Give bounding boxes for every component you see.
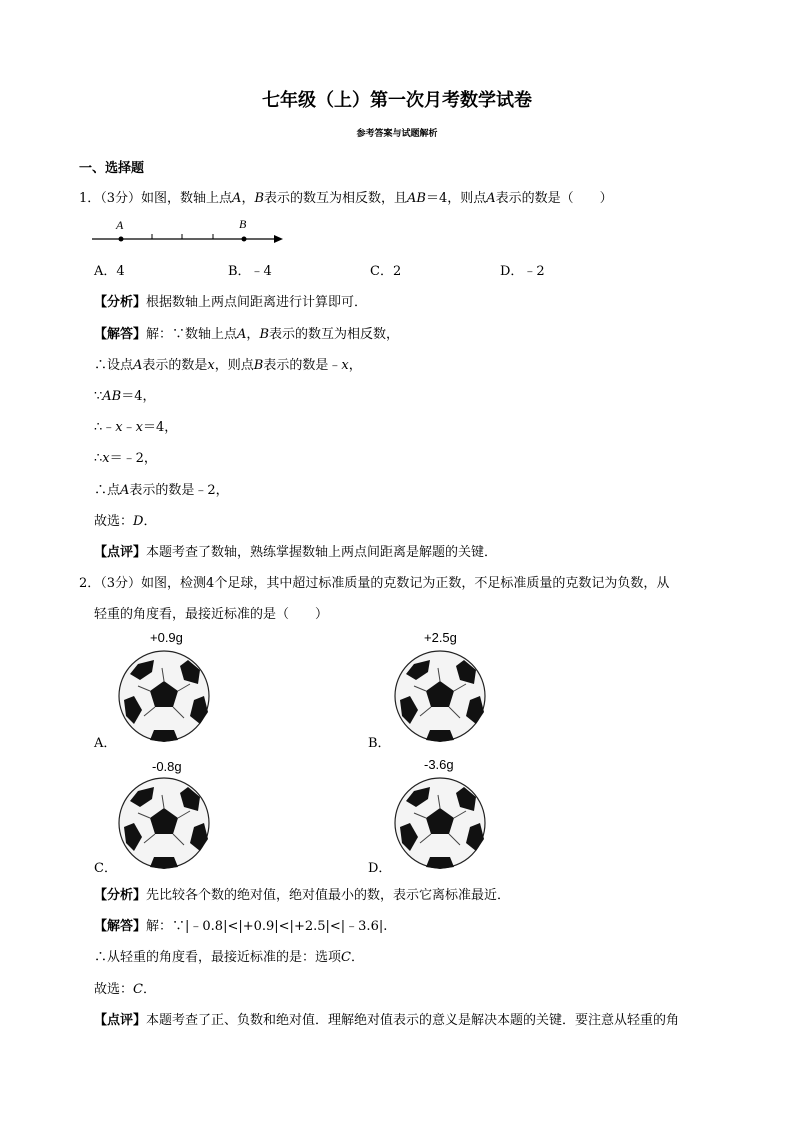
q2-comment: 【点评】本题考查了正、负数和绝对值．理解绝对值表示的意义是解决本题的关键．要注意从轻重的角 bbox=[94, 1013, 680, 1028]
q1-answer-line3: ∵AB＝4， bbox=[94, 389, 156, 404]
q1-option-a: A．4 bbox=[94, 264, 125, 279]
q1-option-b: B．﹣4 bbox=[228, 264, 272, 279]
ball-b-image bbox=[394, 650, 488, 744]
q1-answer-line1: 【解答】解：∵数轴上点A，B表示的数互为相反数， bbox=[94, 327, 400, 342]
ball-a-image bbox=[118, 650, 212, 744]
q2-stem-line1: 2．（3分）如图，检测4个足球，其中超过标准质量的克数记为正数，不足标准质量的克数记为负数，从 bbox=[79, 576, 670, 591]
ball-d-image bbox=[394, 777, 488, 871]
ball-d-weight: -3.6g bbox=[424, 757, 454, 772]
q1-option-d: D．﹣2 bbox=[500, 264, 545, 279]
q1-answer-line6: ∴点A表示的数是﹣2， bbox=[94, 483, 229, 498]
ball-a-weight: +0.9g bbox=[150, 630, 183, 645]
ball-d-letter: D． bbox=[368, 861, 392, 876]
ball-c-image bbox=[118, 777, 212, 871]
ball-b-letter: B． bbox=[368, 736, 391, 751]
q2-answer-line1: 【解答】解：∵|﹣0.8|<|+0.9|<|+2.5|<|﹣3.6|. bbox=[94, 919, 388, 934]
q1-choice: 故选：D． bbox=[94, 514, 157, 529]
q1-comment: 【点评】本题考查了数轴，熟练掌握数轴上两点间距离是解题的关键． bbox=[94, 545, 498, 560]
q1-answer-line4: ∴﹣x﹣x＝4， bbox=[94, 420, 178, 435]
q1-stem: 1．（3分）如图，数轴上点A，B表示的数互为相反数，且AB＝4，则点A表示的数是（ ） bbox=[79, 191, 613, 206]
ball-a-letter: A． bbox=[94, 736, 117, 751]
q1-option-c: C．2 bbox=[370, 264, 402, 279]
point-a bbox=[119, 237, 124, 242]
q2-stem-line2: 轻重的角度看，最接近标准的是（ ） bbox=[94, 607, 329, 622]
q1-number-line bbox=[88, 214, 288, 248]
point-b-label: B bbox=[239, 217, 247, 231]
page-title: 七年级（上）第一次月考数学试卷 bbox=[262, 90, 532, 111]
q1-answer-line5: ∴x＝﹣2， bbox=[94, 451, 157, 466]
q1-analysis: 【分析】根据数轴上两点间距离进行计算即可． bbox=[94, 295, 368, 310]
section-heading: 一、选择题 bbox=[79, 161, 145, 176]
q2-choice: 故选：C． bbox=[94, 982, 156, 997]
page-subtitle: 参考答案与试题解析 bbox=[356, 129, 438, 139]
ball-b-weight: +2.5g bbox=[424, 630, 457, 645]
ball-c-weight: -0.8g bbox=[152, 759, 182, 774]
point-a-label: A bbox=[116, 218, 124, 232]
point-b bbox=[242, 237, 247, 242]
q1-answer-line2: ∴设点A表示的数是x，则点B表示的数是﹣x， bbox=[94, 358, 362, 373]
q2-analysis: 【分析】先比较各个数的绝对值，绝对值最小的数，表示它离标准最近． bbox=[94, 888, 511, 903]
ball-c-letter: C． bbox=[94, 861, 117, 876]
q2-answer-line2: ∴从轻重的角度看，最接近标准的是：选项C． bbox=[94, 950, 364, 965]
